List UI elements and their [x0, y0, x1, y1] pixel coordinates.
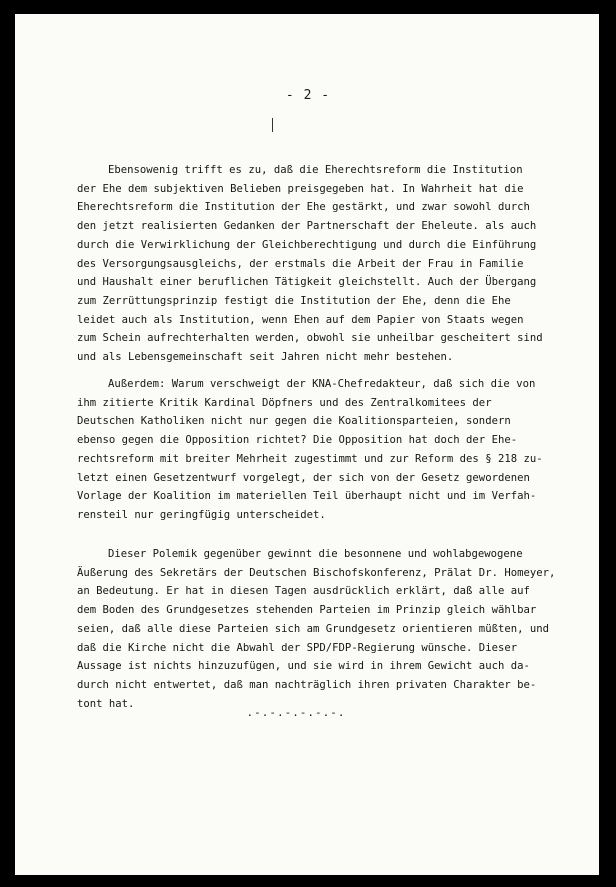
text-line: zum Zerrüttungsprinzip festigt die Institution der Ehe, denn die Ehe: [77, 294, 511, 307]
text-line: dem Boden des Grundgesetzes stehenden Parteien im Prinzip gleich wählbar: [77, 604, 537, 617]
text-line: letzt einen Gesetzentwurf vorgelegt, der sich von der Gesetz gewordenen: [77, 471, 530, 484]
text-line: rensteil nur geringfügig unterscheidet.: [77, 508, 326, 521]
text-line: und als Lebensgemeinschaft seit Jahren nicht mehr bestehen.: [77, 351, 454, 364]
text-line: daß die Kirche nicht die Abwahl der SPD/FDP-Regierung wünsche. Dieser: [77, 641, 518, 654]
page-number: - 2 -: [285, 88, 331, 103]
text-line: Eherechtsreform die Institution der Ehe gestärkt, und zwar sowohl durch: [77, 201, 530, 214]
text-line: Aussage ist nichts hinzuzufügen, und sie wird in ihrem Gewicht auch da-: [77, 660, 530, 673]
paragraph-3: [77, 545, 555, 713]
text-line: den jetzt realisierten Gedanken der Partnerschaft der Eheleute. als auch: [77, 220, 537, 233]
text-line: des Versorgungsausgleichs, der erstmals die Arbeit der Frau in Familie: [77, 257, 524, 270]
text-line: Außerdem: Warum verschweigt der KNA-Chefredakteur, daß sich die von: [108, 378, 536, 390]
text-line: Ebensowenig trifft es zu, daß die Eherechtsreform die Institution: [108, 164, 523, 176]
text-line: an Bedeutung. Er hat in diesen Tagen ausdrücklich erklärt, daß alle auf: [77, 585, 530, 598]
text-line: ebenso gegen die Opposition richtet? Die Opposition hat doch der Ehe-: [77, 434, 518, 447]
text-line: zum Schein aufrechterhalten werden, obwohl sie unheilbar gescheitert sind: [77, 332, 543, 345]
text-line: leidet auch als Institution, wenn Ehen auf dem Papier von Staats wegen: [77, 313, 524, 326]
paragraph-1: [77, 161, 543, 367]
text-line: rechtsreform mit breiter Mehrheit zugestimmt und zur Reform des § 218 zu-: [77, 452, 543, 465]
text-line: Deutschen Katholiken nicht nur gegen die Koalitionsparteien, sondern: [77, 415, 511, 428]
text-line: Vorlage der Koalition im materiellen Teil überhaupt nicht und im Verfah-: [77, 490, 537, 503]
text-line: seien, daß alle diese Parteien sich am Grundgesetz orientieren müßten, und: [77, 622, 549, 635]
text-line: durch nicht entwertet, daß man nachträglich ihren privaten Charakter be-: [77, 678, 537, 691]
paragraph-2: [77, 375, 543, 525]
text-line: tont hat.: [77, 697, 135, 710]
scan-mark: [272, 118, 273, 132]
text-line: Äußerung des Sekretärs der Deutschen Bischofskonferenz, Prälat Dr. Homeyer,: [77, 566, 556, 579]
text-line: der Ehe dem subjektiven Belieben preisgegeben hat. In Wahrheit hat die: [77, 182, 524, 195]
closing-divider: .-.-.-.-.-.-.: [246, 706, 346, 719]
text-line: und Haushalt einer beruflichen Tätigkeit gleichstellt. Auch der Übergang: [77, 276, 537, 289]
text-line: Dieser Polemik gegenüber gewinnt die besonnene und wohlabgewogene: [108, 548, 523, 560]
text-line: durch die Verwirklichung der Gleichberechtigung und durch die Einführung: [77, 238, 537, 251]
text-line: ihm zitierte Kritik Kardinal Döpfners und des Zentralkomitees der: [77, 396, 492, 409]
